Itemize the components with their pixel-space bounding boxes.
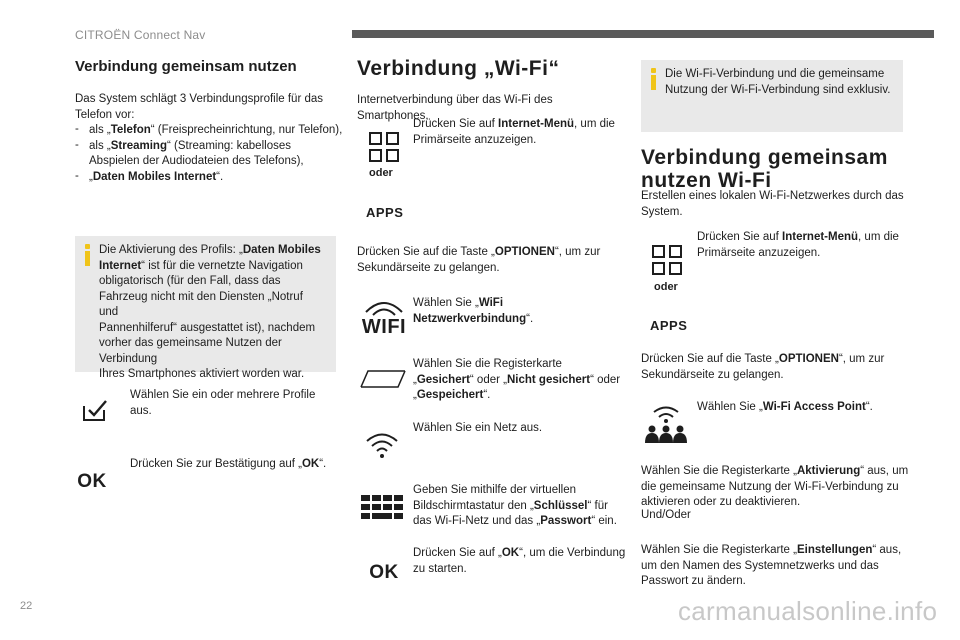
ok-button-icon: OK [77, 471, 107, 492]
step-text: Drücken Sie auf [697, 231, 783, 243]
step-text: „ [413, 373, 417, 386]
step-bold: WiFi [478, 297, 504, 309]
oder-label: oder [369, 167, 393, 179]
step-access-point [697, 400, 912, 416]
header-bar [352, 30, 934, 38]
step-text: Primärseite anzuzeigen. [413, 133, 537, 146]
step-confirm-ok [130, 457, 340, 473]
intro-line: Telefon vor: [75, 108, 135, 121]
checkbox-select-icon [80, 396, 110, 424]
step-text: “ oder [590, 373, 621, 386]
info-note-mobile-data [75, 236, 336, 381]
step-text: “, um zur [554, 246, 601, 258]
step-internet-menu [413, 117, 628, 148]
step-text: Wählen Sie „ [413, 297, 479, 309]
step-text: “. [526, 312, 534, 325]
step-text: das Wi-Fi-Netz und das „ [413, 515, 541, 528]
step-text: “. [483, 389, 491, 402]
step-bold: OPTIONEN [494, 246, 555, 258]
intro-line: Das System schlägt 3 Verbindungsprofile für das [75, 93, 324, 105]
watermark: carmanualsonline.info [678, 596, 938, 626]
step-enter-key [413, 483, 628, 530]
bullet-telefon [75, 123, 343, 139]
bullet-dash: - [75, 138, 79, 151]
info-icon [85, 244, 90, 266]
step-bold: Internet-Menü [498, 118, 575, 130]
bullet-bold: Streaming [110, 139, 167, 152]
bullet-text: als „ [89, 124, 111, 137]
note-text: Ihres Smartphones aktiviert worden war. [99, 368, 305, 381]
step-activation-tab [641, 464, 911, 511]
step-bold: Passwort [540, 515, 592, 528]
hotspot-intro [641, 189, 911, 220]
step-text: Wählen Sie die Registerkarte [413, 358, 562, 370]
ok-button-icon: OK [369, 562, 399, 583]
step-bold: OK [501, 547, 520, 559]
note-text: Pannenhilferuf“ ausgestattet ist), nachdem [99, 321, 316, 334]
step-options [357, 245, 627, 276]
step-select-network: Wählen Sie ein Netz aus. [413, 422, 543, 434]
tab-select-icon [360, 368, 406, 390]
bullet-streaming [75, 139, 343, 170]
keyboard-icon [360, 494, 404, 520]
step-bold: Wi-Fi Access Point [762, 401, 866, 413]
step-text: “ für [587, 499, 608, 512]
note-text: “ ist für die vernetzte Navigation [141, 259, 303, 272]
info-icon [651, 68, 656, 90]
bullet-bold: Daten Mobiles Internet [92, 170, 217, 183]
step-text: die gemeinsame Nutzung der Wi-Fi-Verbindung zu [641, 480, 899, 493]
step-text: “ aus, um [860, 465, 909, 477]
step-text: Wählen Sie „ [697, 401, 763, 413]
note-text: Die Wi-Fi-Verbindung und die gemeinsame [665, 68, 885, 80]
oder-label: oder [654, 281, 678, 293]
note-text: Die Aktivierung des Profils: „ [99, 244, 243, 256]
step-text: Sekundärseite zu gelangen. [357, 261, 500, 274]
note-text: Nutzung der Wi-Fi-Verbindung sind exklusiv. [665, 83, 891, 96]
section-heading-hotspot [641, 146, 911, 192]
step-text: “. [865, 401, 873, 413]
document-header: CITROËN Connect Nav [75, 28, 206, 42]
step-internet-menu [697, 230, 912, 261]
step-text: “, um zur [838, 353, 885, 365]
step-text: , um die [858, 231, 899, 243]
section-heading-share: Verbindung gemeinsam nutzen [75, 58, 297, 75]
step-bold: Aktivierung [796, 465, 861, 477]
heading-line: Verbindung gemeinsam [641, 146, 888, 169]
step-text: zu starten. [413, 562, 467, 575]
step-bold: Gespeichert [416, 389, 484, 402]
wifi-button-icon [360, 296, 408, 340]
step-text: Drücken Sie auf „ [413, 547, 502, 559]
bullet-text: als „ [89, 139, 111, 152]
step-text: Primärseite anzuzeigen. [697, 246, 821, 259]
step-select-profiles: Wählen Sie ein oder mehrere Profile aus. [130, 389, 316, 417]
step-text: Passwort zu ändern. [641, 575, 746, 588]
step-text: “, um die Verbindung [519, 547, 626, 559]
step-text: “. [319, 458, 327, 470]
note-bold: Internet [99, 259, 142, 272]
bullet-text: Abspielen der Audiodateien des Telefons), [89, 155, 304, 168]
bullet-text: „ [89, 170, 93, 183]
step-text: “ ein. [591, 515, 617, 528]
step-text: „ [413, 389, 417, 402]
intro-line: System. [641, 205, 683, 218]
section-heading-wifi: Verbindung „Wi-Fi“ [357, 57, 560, 80]
step-bold: Nicht gesichert [506, 373, 591, 386]
step-start-connection [413, 546, 628, 577]
note-text: Fahrzeug nicht mit den Diensten „Notruf und [99, 290, 303, 319]
step-text: Drücken Sie auf die Taste „ [357, 246, 495, 258]
wifi-word: WIFI [361, 316, 407, 338]
bullet-text: “ (Freisprecheinrichtung, nur Telefon), [150, 124, 343, 137]
step-text: , um die [574, 118, 615, 130]
step-bold: Schlüssel [533, 499, 588, 512]
step-bold: Einstellungen [796, 544, 873, 556]
bullet-text: “. [216, 170, 224, 183]
bullet-bold: Telefon [110, 124, 151, 137]
step-options [641, 352, 911, 383]
note-bold: Daten Mobiles [242, 244, 321, 256]
step-select-tab [413, 357, 628, 404]
apps-button-label: APPS [650, 318, 688, 333]
step-text: Bildschirmtastatur den „ [413, 499, 534, 512]
step-settings-tab [641, 543, 911, 590]
internet-menu-grid-icon [367, 130, 401, 164]
page-number: 22 [20, 600, 33, 612]
bullet-text: “ (Streaming: kabelloses [166, 139, 291, 152]
profile-intro [75, 92, 343, 185]
bullet-dash: - [75, 123, 79, 136]
step-text: “ aus, [872, 544, 902, 556]
step-text: um den Namen des Systemnetzwerks und das [641, 559, 879, 572]
step-text: aktivieren oder zu deaktivieren. [641, 496, 801, 509]
intro-line: Erstellen eines lokalen Wi-Fi-Netzwerkes durch das [641, 190, 904, 202]
bullet-dash: - [75, 169, 79, 182]
note-text: obligatorisch (für den Fall, dass das [99, 275, 281, 288]
step-text: Drücken Sie auf [413, 118, 499, 130]
step-text: Wählen Sie die Registerkarte „ [641, 465, 797, 477]
info-note-exclusive [641, 60, 903, 132]
step-text: “ oder „ [469, 373, 507, 386]
note-text: vorher das gemeinsame Nutzen der Verbindung [99, 337, 282, 365]
step-bold: Internet-Menü [782, 231, 859, 243]
step-text: Drücken Sie auf die Taste „ [641, 353, 779, 365]
internet-menu-grid-icon [650, 243, 684, 277]
wifi-intro: Internetverbindung über das Wi-Fi des Smartphones. [357, 94, 553, 122]
step-bold: OPTIONEN [778, 353, 839, 365]
wifi-network-icon [362, 430, 402, 460]
step-text: Sekundärseite zu gelangen. [641, 368, 784, 381]
apps-button-label: APPS [366, 205, 404, 220]
wifi-access-point-icon [645, 403, 687, 445]
step-wifi-connection [413, 296, 628, 327]
step-bold: Gesichert [416, 373, 470, 386]
step-text: Geben Sie mithilfe der virtuellen [413, 484, 576, 496]
step-bold: Netzwerkverbindung [413, 312, 527, 325]
step-text: Wählen Sie die Registerkarte „ [641, 544, 797, 556]
step-text: Drücken Sie zur Bestätigung auf „ [130, 458, 302, 470]
bullet-daten [75, 170, 343, 186]
and-or-label: Und/Oder [641, 509, 691, 521]
heading-line: nutzen Wi-Fi [641, 169, 772, 193]
step-bold: OK [301, 458, 320, 470]
